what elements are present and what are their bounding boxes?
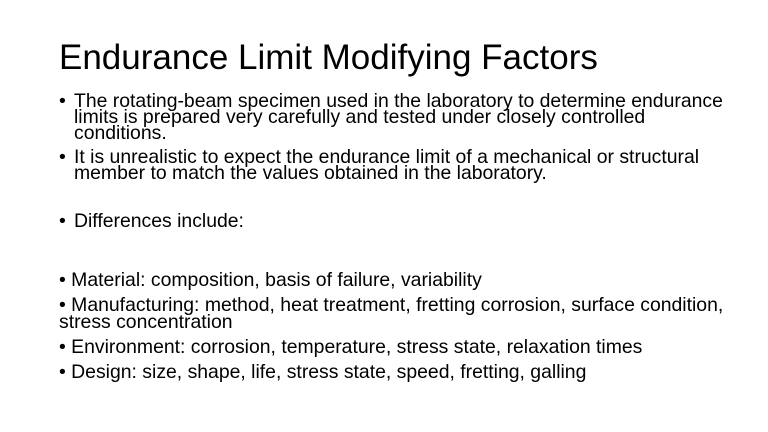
bullet-list xyxy=(59,90,739,232)
bullet-item xyxy=(59,210,739,232)
slide-title: Endurance Limit Modifying Factors xyxy=(59,38,598,77)
bullet-item xyxy=(59,146,739,184)
factor-item-manufacturing: • Manufacturing: method, heat treatment, fretting corrosion, surface condition, stress concentration xyxy=(59,294,724,333)
factor-item-design: • Design: size, shape, life, stress state, speed, fretting, galling xyxy=(59,361,587,383)
factor-item-material: • Material: composition, basis of failure, variability xyxy=(59,269,482,291)
bullet-text: It is unrealistic to expect the endurance limit of a mechanical or structural member to match the values obtained in the laboratory. xyxy=(74,146,700,184)
factor-item-environment: • Environment: corrosion, temperature, stress state, relaxation times xyxy=(59,336,643,358)
bullet-glyph: • xyxy=(59,146,66,168)
bullet-text: Differences include: xyxy=(74,210,244,232)
factor-list xyxy=(59,269,739,389)
bullet-glyph: • xyxy=(59,90,66,112)
bullet-text: The rotating-beam specimen used in the laboratory to determine endurance limits is prepared very carefully and tested under closely controlled conditions. xyxy=(74,90,723,144)
bullet-glyph: • xyxy=(59,210,66,232)
bullet-item xyxy=(59,90,739,144)
